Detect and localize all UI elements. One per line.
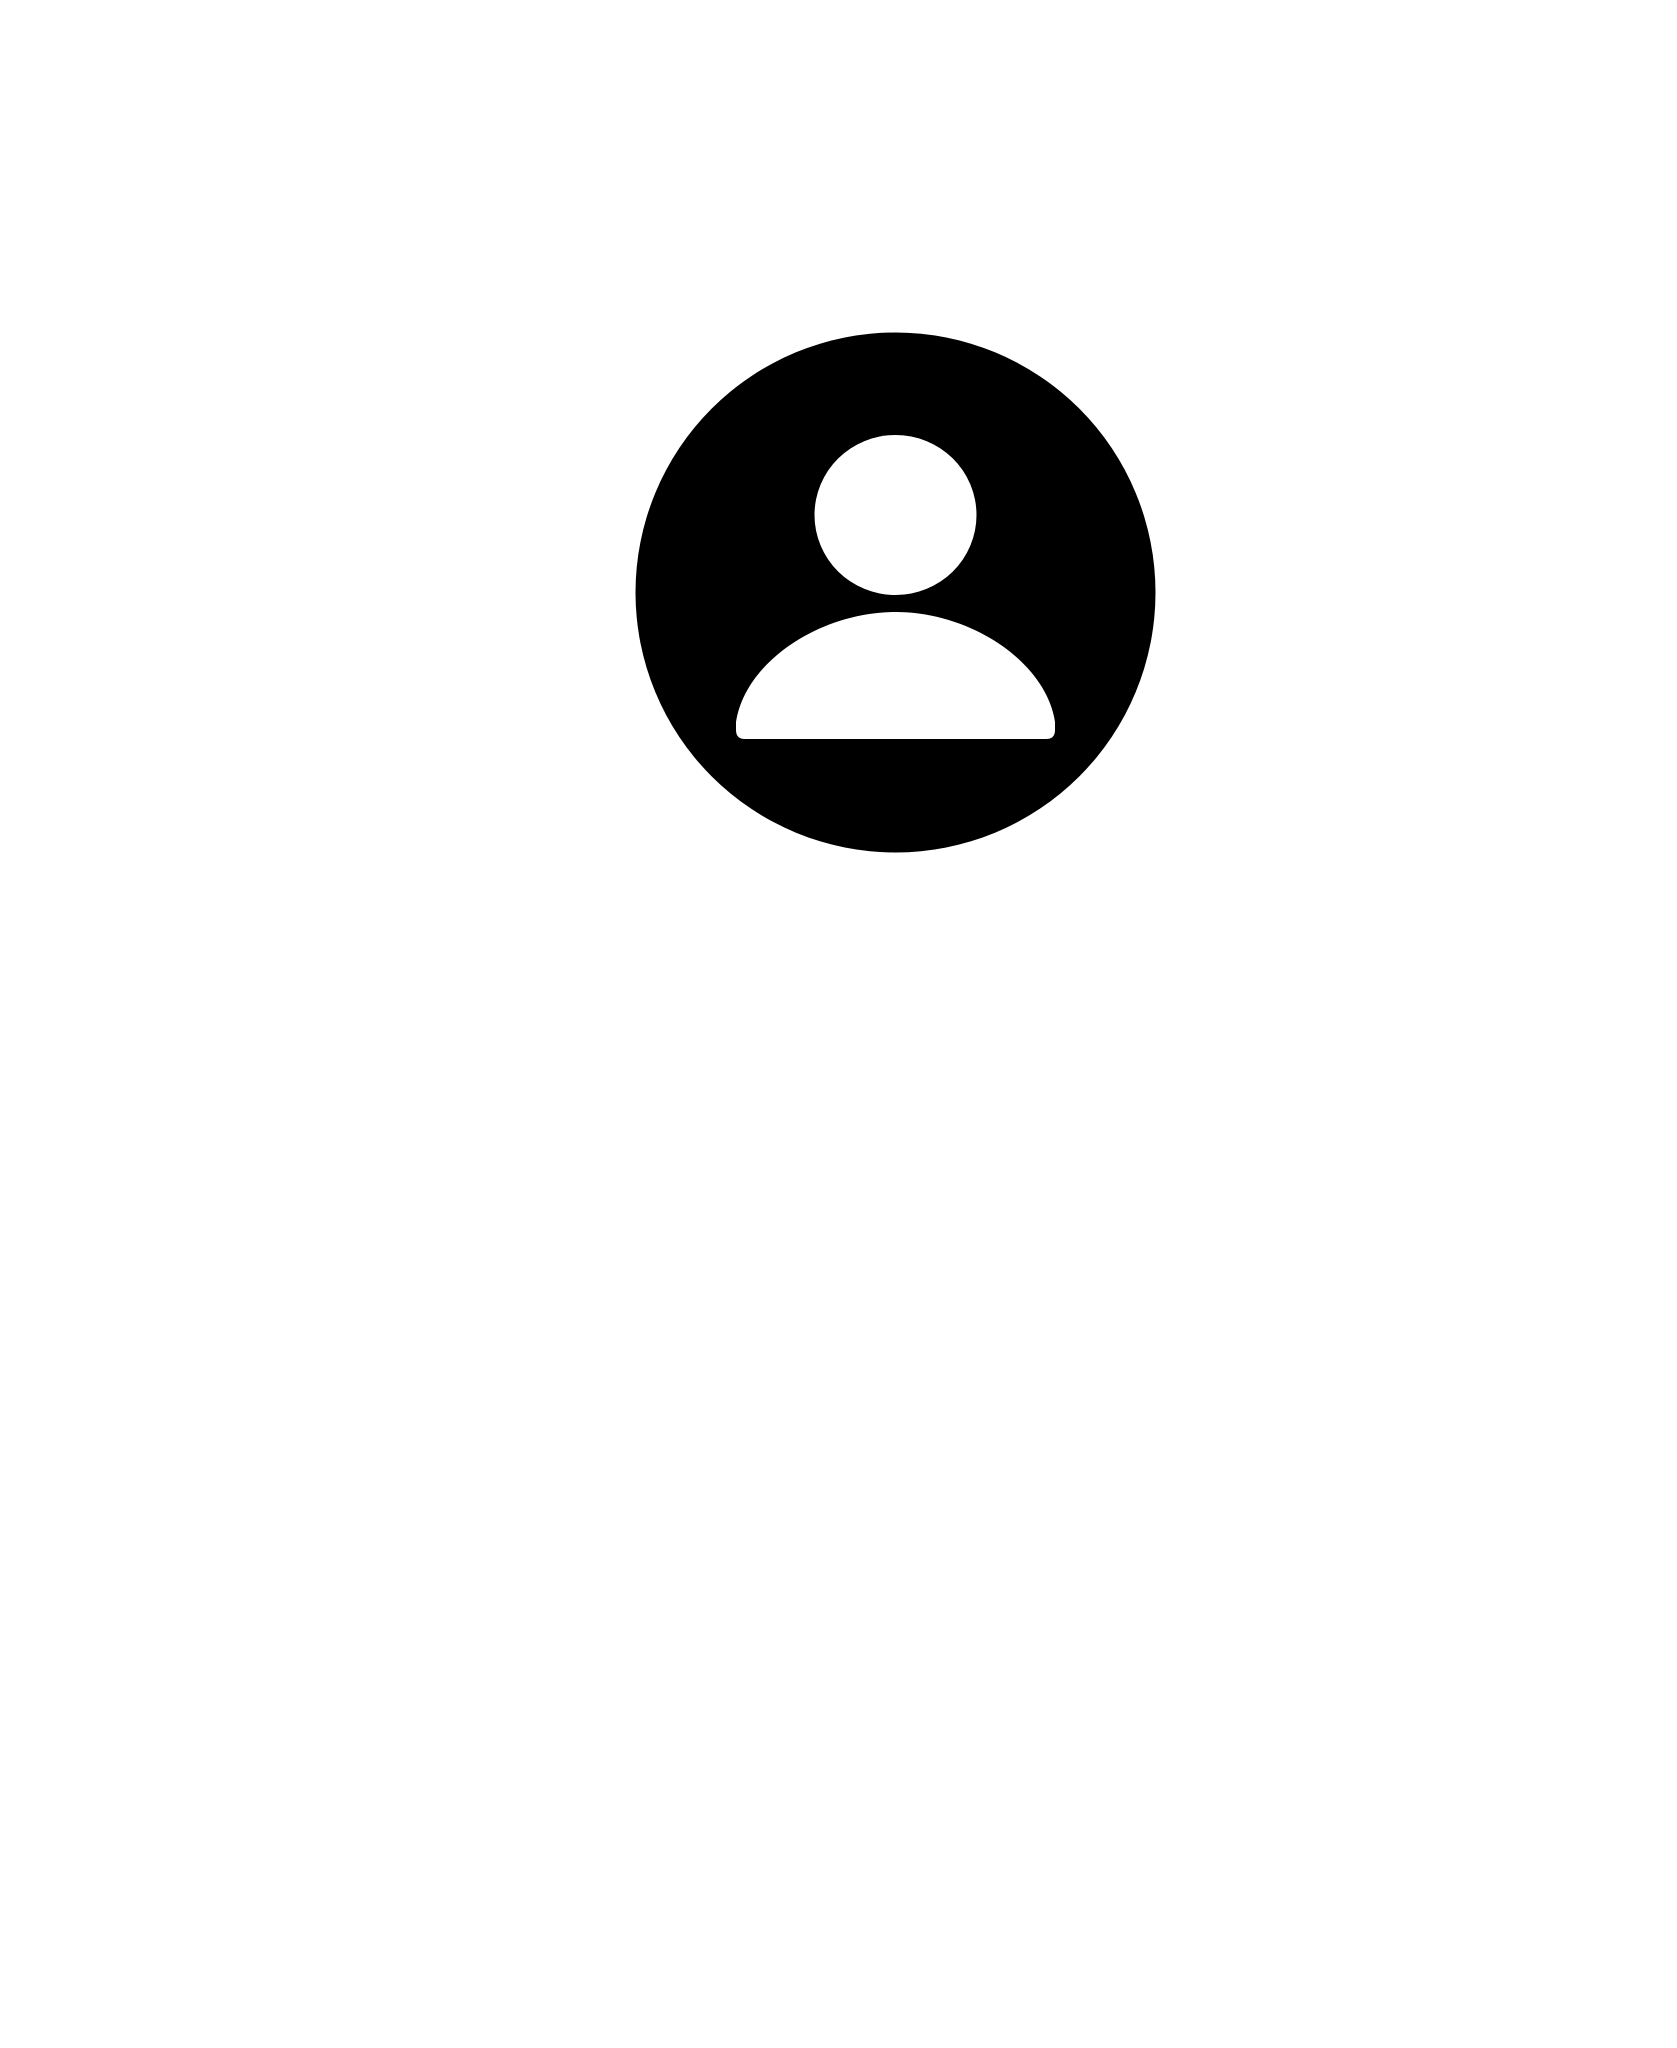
user-avatar-icon bbox=[635, 332, 1156, 853]
avatar-head bbox=[815, 435, 977, 595]
